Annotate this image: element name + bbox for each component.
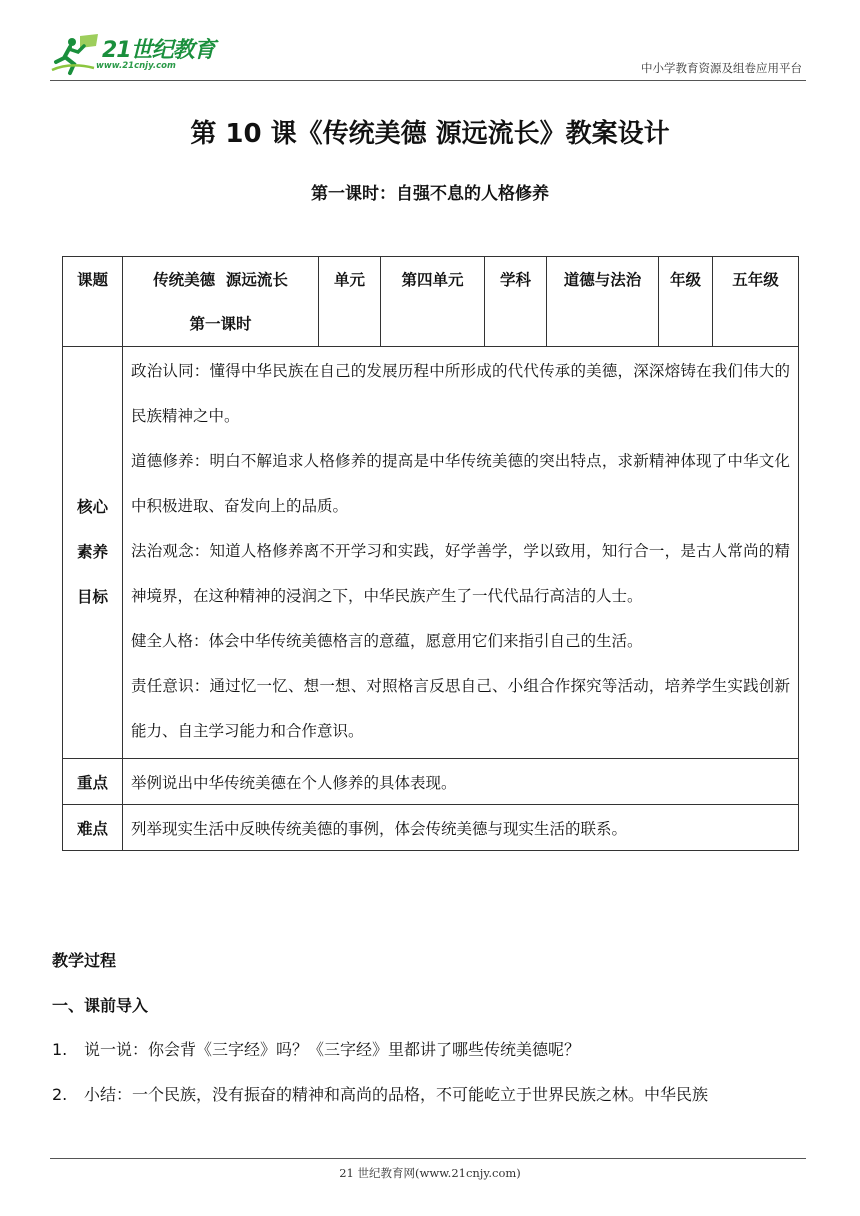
topic-value-line2: 第一课时 [189, 315, 252, 333]
page-header [50, 30, 806, 81]
section-heading-intro: 一、课前导入 [52, 996, 149, 1015]
logo-url-text: www.21cnjy.com [96, 61, 176, 71]
intro-list [52, 1027, 812, 1117]
core-paragraph-moral: 道德修养：明白不解追求人格修养的提高是中华传统美德的突出特点，求新精神体现了中华文化中积极进取、奋发向上的品质。 [131, 452, 790, 515]
core-competency-label [63, 347, 123, 759]
topic-label: 课题 [63, 257, 123, 347]
list-item-text: 小结：一个民族，没有振奋的精神和高尚的品格，不可能屹立于世界民族之林。中华民族 [84, 1085, 709, 1104]
difficulty-row [63, 805, 799, 851]
key-point-label: 重点 [63, 759, 123, 805]
core-label-line: 目标 [76, 588, 108, 606]
unit-label: 单元 [319, 257, 381, 347]
topic-value [123, 257, 319, 347]
document-title: 第 10 课《传统美德 源远流长》教案设计 [190, 119, 670, 149]
list-item-text: 说一说：你会背《三字经》吗？《三字经》里都讲了哪些传统美德呢？ [84, 1040, 581, 1059]
footer-text: 21 世纪教育网(www.21cnjy.com) [339, 1166, 521, 1180]
list-item-number: 1. [52, 1040, 68, 1059]
footer-divider [50, 1158, 806, 1159]
topic-value-line1: 传统美德 源远流长 [153, 271, 288, 289]
logo [50, 32, 220, 76]
running-figure-icon [50, 32, 102, 76]
lesson-info-table [62, 256, 799, 851]
difficulty-value: 列举现实生活中反映传统美德的事例，体会传统美德与现实生活的联系。 [123, 805, 799, 851]
key-point-row [63, 759, 799, 805]
grade-value: 五年级 [713, 257, 799, 347]
core-label-line: 核心 [76, 498, 108, 516]
core-competency-content [123, 347, 799, 759]
list-item [52, 1027, 812, 1072]
teaching-process-heading: 教学过程 [52, 951, 117, 970]
document-subtitle: 第一课时：自强不息的人格修养 [311, 184, 549, 204]
core-paragraph-law: 法治观念：知道人格修养离不开学习和实践，好学善学，学以致用，知行合一，是古人常尚的精神境界，在这种精神的浸润之下，中华民族产生了一代代品行高洁的人士。 [131, 542, 790, 605]
core-paragraph-responsibility: 责任意识：通过忆一忆、想一想、对照格言反思自己、小组合作探究等活动，培养学生实践创新能力、自主学习能力和合作意识。 [131, 677, 790, 740]
core-competency-row [63, 347, 799, 759]
unit-value: 第四单元 [381, 257, 485, 347]
logo-text: 21世纪教育 [102, 38, 215, 63]
list-item [52, 1072, 812, 1117]
platform-name: 中小学教育资源及组卷应用平台 [641, 61, 802, 75]
table-header-row [63, 257, 799, 347]
key-point-value: 举例说出中华传统美德在个人修养的具体表现。 [123, 759, 799, 805]
subject-label: 学科 [485, 257, 547, 347]
core-paragraph-political: 政治认同：懂得中华民族在自己的发展历程中所形成的代代传承的美德，深深熔铸在我们伟大的民族精神之中。 [131, 362, 790, 425]
grade-label: 年级 [659, 257, 713, 347]
list-item-number: 2. [52, 1085, 68, 1104]
core-label-line: 素养 [76, 543, 108, 561]
core-paragraph-personality: 健全人格：体会中华传统美德格言的意蕴，愿意用它们来指引自己的生活。 [131, 632, 643, 650]
difficulty-label: 难点 [63, 805, 123, 851]
subject-value: 道德与法治 [547, 257, 659, 347]
